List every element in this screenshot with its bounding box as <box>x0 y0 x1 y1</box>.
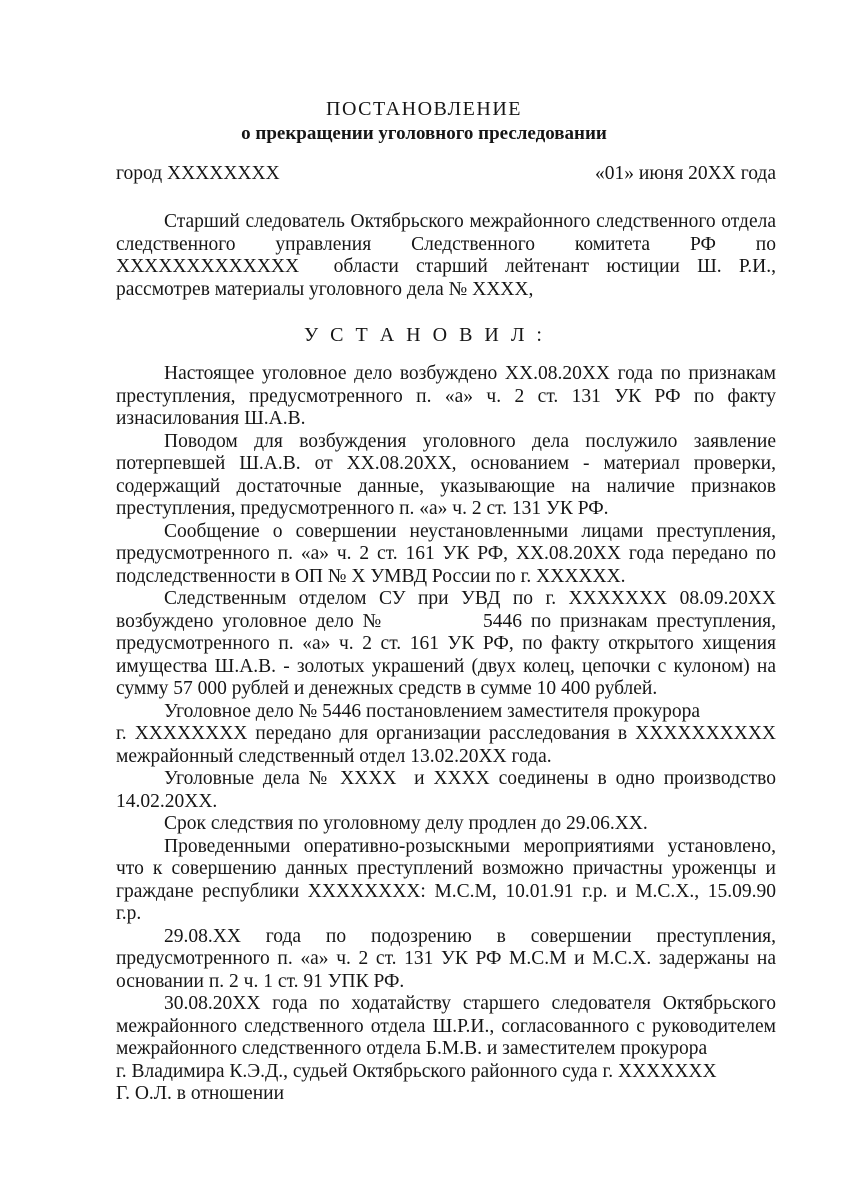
paragraph: Следственным отделом СУ при УВД по г. ХХХХХХХ 08.09.20ХХ возбуждено уголовное дело № 5446 по признакам преступления, предусмотренного п. «а» ч. 2 ст. 161 УК РФ, по факту открытого хищения имущества Ш.А.В. - золотых украшений (двух колец, цепочки с кулоном) на сумму 57 000 рублей и денежных средств в сумме 10 400 рублей. <box>116 588 776 699</box>
resolved-heading: У С Т А Н О В И Л : <box>304 324 544 346</box>
paragraph: Срок следствия по уголовному делу продлен до 29.06.ХХ. <box>164 813 648 834</box>
paragraph: 30.08.20ХХ года по ходатайству старшего следователя Октябрьского межрайонного следственного отдела Ш.Р.И., согласованного с руководителем межрайонного следственного отдела Б.М.В. и заместителем прокурора <box>116 993 776 1059</box>
paragraph: Настоящее уголовное дело возбуждено ХХ.08.20ХХ года по признакам преступления, предусмотренного п. «а» ч. 2 ст. 131 УК РФ по факту изнасилования Ш.А.В. <box>116 363 776 429</box>
body-section <box>116 363 776 1106</box>
paragraph: Старший следователь Октябрьского межрайонного следственного отдела следственного управления Следственного комитета РФ по ХХХХХХХХХХХХХ области старший лейтенант юстиции Ш. Р.И., рассмотрев материалы уголовного дела № ХХХХ, <box>116 211 776 300</box>
paragraph: 29.08.ХХ года по подозрению в совершении преступления, предусмотренного п. «а» ч. 2 ст. 131 УК РФ М.С.М и М.С.Х. задержаны на основании п. 2 ч. 1 ст. 91 УПК РФ. <box>116 925 776 992</box>
paragraph: г. Владимира К.Э.Д., судьей Октябрьского районного суда г. ХХХХХХХ <box>116 1060 717 1082</box>
paragraph: г. ХХХХХХХХ передано для организации расследования в ХХХХХХХХХХ межрайонный следственный отдел 13.02.20ХХ года. <box>116 723 776 767</box>
date-label: «01» июня 20ХХ года <box>595 163 776 184</box>
preamble-section <box>116 211 776 301</box>
city-label: город ХХХХХХХХ <box>116 163 280 184</box>
paragraph: Г. О.Л. в отношении <box>116 1083 285 1104</box>
paragraph: Поводом для возбуждения уголовного дела послужило заявление потерпевшей Ш.А.В. от ХХ.08.20ХХ, основанием - материал проверки, содержащий достаточные данные, указывающие на наличие признаков преступления, предусмотренного п. «а» ч. 2 ст. 131 УК РФ. <box>116 430 776 519</box>
document-subtitle: о прекращении уголовного преследовании <box>241 123 607 144</box>
place-date-row <box>116 162 776 185</box>
paragraph: Сообщение о совершении неустановленными лицами преступления, предусмотренного п. «а» ч. 2 ст. 161 УК РФ, ХХ.08.20ХХ года передано по подследственности в ОП № Х УМВД России по г. ХХХХХХ. <box>116 520 776 587</box>
paragraph: Проведенными оперативно-розыскными мероприятиями установлено, что к совершению данных преступлений возможно причастны уроженцы и граждане республики ХХХХХХХХ: М.С.М, 10.01.91 г.р. и М.С.Х., 15.09.90 г.р. <box>116 835 776 924</box>
paragraph: Уголовное дело № 5446 постановлением заместителя прокурора <box>164 700 701 722</box>
paragraph: Уголовные дела № ХХХХ и ХХХХ соединены в одно производство 14.02.20ХХ. <box>116 768 776 812</box>
document-title: ПОСТАНОВЛЕНИЕ <box>326 98 522 120</box>
